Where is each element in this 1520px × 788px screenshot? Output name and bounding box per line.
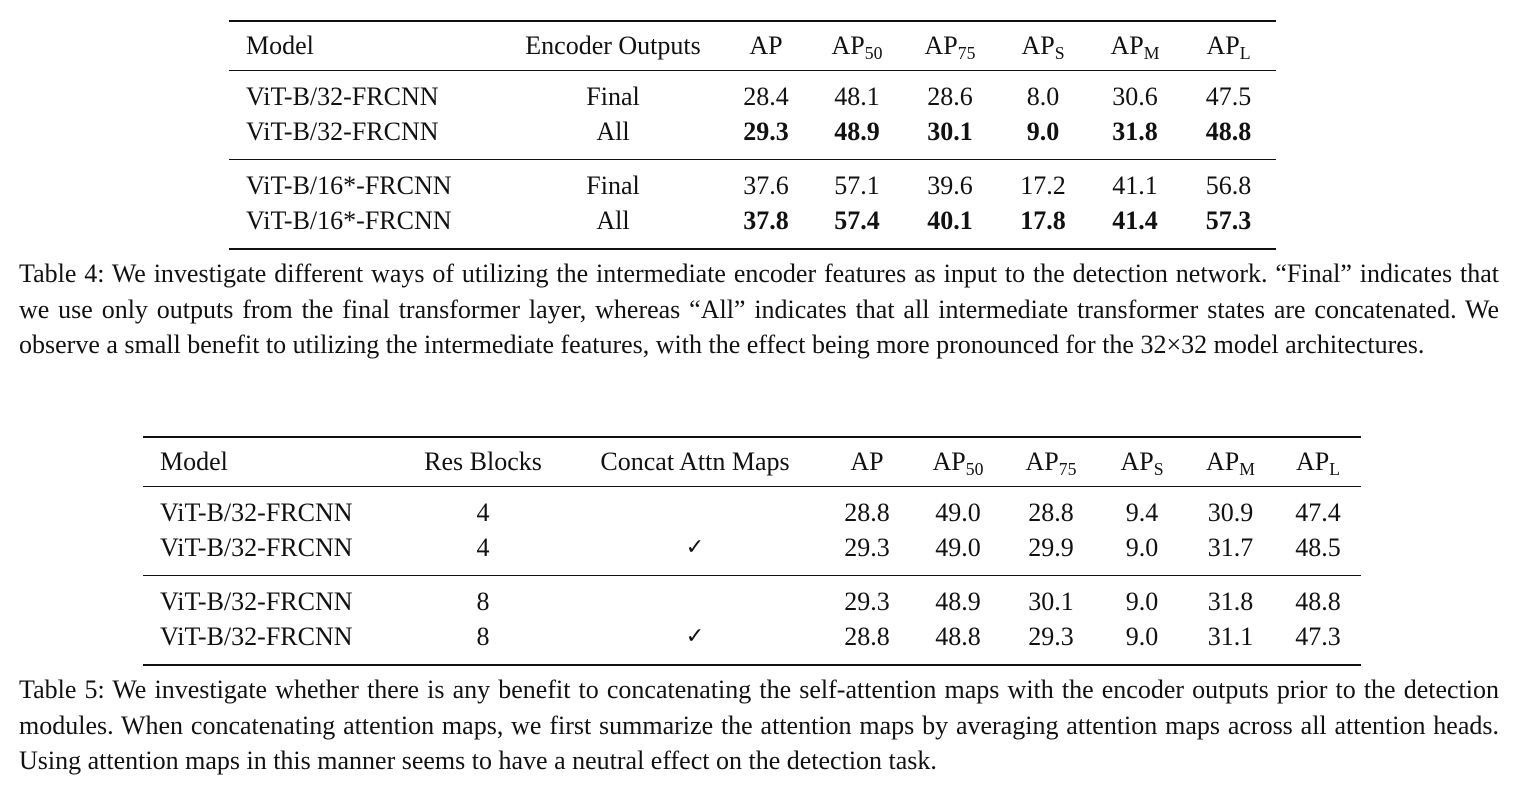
apl-cell: 47.3 [1295, 621, 1341, 651]
table-4-group-2 [229, 160, 1276, 250]
table-5-header-ap75: $AP_{75}$ [1025, 447, 1077, 479]
ap75-cell: 28.8 [1028, 497, 1074, 527]
table-5-header-apl: $AP_L$ [1295, 447, 1341, 479]
aps-cell: 17.8 [1020, 205, 1066, 235]
model-cell: ViT-B/32-FRCNN [246, 81, 439, 111]
table-5-caption: Table 5: We investigate whether there is any benefit to concatenating the self-attention maps with the encoder outputs prior to the detection modules. When concatenating attention maps, we first summarize the attention maps by averaging attention maps across all attention heads. Using attention maps in this manner seems to have a neutral effect on the detection task. [19, 675, 1499, 775]
res-blocks-cell: 8 [476, 586, 490, 616]
ap-cell: 37.8 [743, 205, 789, 235]
ap50-cell: 48.1 [834, 81, 880, 111]
table-5-header-res-blocks: Res Blocks [424, 447, 542, 476]
model-cell: ViT-B/32-FRCNN [160, 532, 353, 562]
res-blocks-cell: 8 [476, 621, 490, 651]
table-row [143, 619, 1361, 665]
ap-cell: 29.3 [844, 532, 890, 562]
ap50-cell: 49.0 [935, 497, 981, 527]
ap-cell: 28.4 [743, 81, 789, 111]
apl-cell: 48.8 [1295, 586, 1341, 616]
ap75-cell: 29.3 [1028, 621, 1074, 651]
table-4-header-model: Model [246, 31, 314, 60]
apm-cell: 31.8 [1207, 586, 1254, 616]
ap75-cell: 40.1 [927, 205, 973, 235]
ap-cell: 37.6 [743, 170, 789, 200]
ap-cell: 29.3 [844, 586, 890, 616]
table-4-caption: Table 4: We investigate different ways of utilizing the intermediate encoder features as input to the detection network. “Final” indicates that we use only outputs from the final transformer layer, whereas “All” indicates that all intermediate transformer states are concatenated. We observe a small benefit to utilizing the intermediate features, with the effect being more pronounced for the 32×32 model architectures. [19, 259, 1499, 359]
encoder-outputs-cell: All [596, 205, 630, 235]
model-cell: ViT-B/32-FRCNN [246, 116, 439, 146]
checkmark-icon: ✓ [685, 535, 705, 560]
table-5-header-concat-attn-maps: Concat Attn Maps [600, 447, 790, 476]
ap-cell: 28.8 [844, 497, 890, 527]
table-4-header-ap50: $AP_{50}$ [831, 31, 883, 63]
table-5-header-ap: AP [850, 447, 884, 476]
table-row [143, 530, 1361, 576]
table-4-header-aps: $AP_S$ [1021, 31, 1065, 63]
res-blocks-cell: 4 [476, 532, 490, 562]
table-5 [143, 436, 1361, 666]
table-5-group-2 [143, 576, 1361, 666]
encoder-outputs-cell: Final [586, 170, 640, 200]
apl-cell: 48.8 [1205, 116, 1252, 146]
apm-cell: 41.1 [1112, 170, 1158, 200]
apl-cell: 47.5 [1205, 81, 1252, 111]
ap50-cell: 48.9 [935, 586, 981, 616]
table-row [229, 160, 1276, 204]
ap75-cell: 29.9 [1028, 532, 1074, 562]
ap75-cell: 30.1 [927, 116, 973, 146]
model-cell: ViT-B/16*-FRCNN [246, 205, 452, 235]
table-5-header-ap50: $AP_{50}$ [932, 447, 984, 479]
ap50-cell: 57.1 [834, 170, 880, 200]
ap50-cell: 49.0 [935, 532, 981, 562]
table-row [229, 114, 1276, 160]
res-blocks-cell: 4 [476, 497, 490, 527]
encoder-outputs-cell: All [596, 116, 630, 146]
aps-cell: 9.0 [1026, 116, 1060, 146]
ap-cell: 29.3 [743, 116, 789, 146]
model-cell: ViT-B/32-FRCNN [160, 586, 353, 616]
model-cell: ViT-B/32-FRCNN [160, 497, 353, 527]
table-4-group-1 [229, 71, 1276, 160]
ap75-cell: 30.1 [1028, 586, 1074, 616]
table-4-header-apl: $AP_L$ [1206, 31, 1251, 63]
ap50-cell: 57.4 [834, 205, 880, 235]
apl-cell: 47.4 [1295, 497, 1341, 527]
table-5-header-apm: $AP_M$ [1206, 447, 1255, 479]
aps-cell: 9.0 [1125, 532, 1159, 562]
table-5-header-aps: $AP_S$ [1120, 447, 1164, 479]
aps-cell: 9.0 [1125, 586, 1159, 616]
table-4-header-encoder-outputs: Encoder Outputs [525, 31, 701, 60]
apm-cell: 31.8 [1112, 116, 1158, 146]
table-5-header-model: Model [160, 447, 228, 476]
table-4-header-ap75: $AP_{75}$ [924, 31, 976, 63]
ap75-cell: 39.6 [927, 170, 973, 200]
apm-cell: 30.9 [1207, 497, 1254, 527]
apm-cell: 30.6 [1112, 81, 1158, 111]
apm-cell: 31.7 [1207, 532, 1254, 562]
ap50-cell: 48.9 [834, 116, 880, 146]
aps-cell: 9.0 [1125, 621, 1159, 651]
table-4 [229, 20, 1276, 250]
ap75-cell: 28.6 [927, 81, 973, 111]
table-5-header-row [143, 437, 1361, 487]
table-row [143, 487, 1361, 531]
table-row [229, 203, 1276, 249]
table-row [229, 71, 1276, 115]
table-4-header-apm: $AP_M$ [1110, 31, 1160, 63]
apl-cell: 57.3 [1205, 205, 1252, 235]
table-4-header-ap: AP [749, 31, 783, 60]
apl-cell: 56.8 [1205, 170, 1252, 200]
concat-attn-maps-cell [568, 576, 822, 620]
concat-attn-maps-cell [568, 487, 822, 531]
aps-cell: 9.4 [1125, 497, 1159, 527]
table-row [143, 576, 1361, 620]
apl-cell: 48.5 [1295, 532, 1341, 562]
checkmark-icon: ✓ [685, 624, 705, 649]
apm-cell: 41.4 [1112, 205, 1158, 235]
model-cell: ViT-B/32-FRCNN [160, 621, 353, 651]
table-5-group-1 [143, 487, 1361, 576]
ap50-cell: 48.8 [935, 621, 981, 651]
aps-cell: 17.2 [1020, 170, 1066, 200]
ap-cell: 28.8 [844, 621, 890, 651]
encoder-outputs-cell: Final [586, 81, 640, 111]
apm-cell: 31.1 [1207, 621, 1254, 651]
model-cell: ViT-B/16*-FRCNN [246, 170, 452, 200]
table-4-header-row [229, 21, 1276, 71]
aps-cell: 8.0 [1026, 81, 1060, 111]
